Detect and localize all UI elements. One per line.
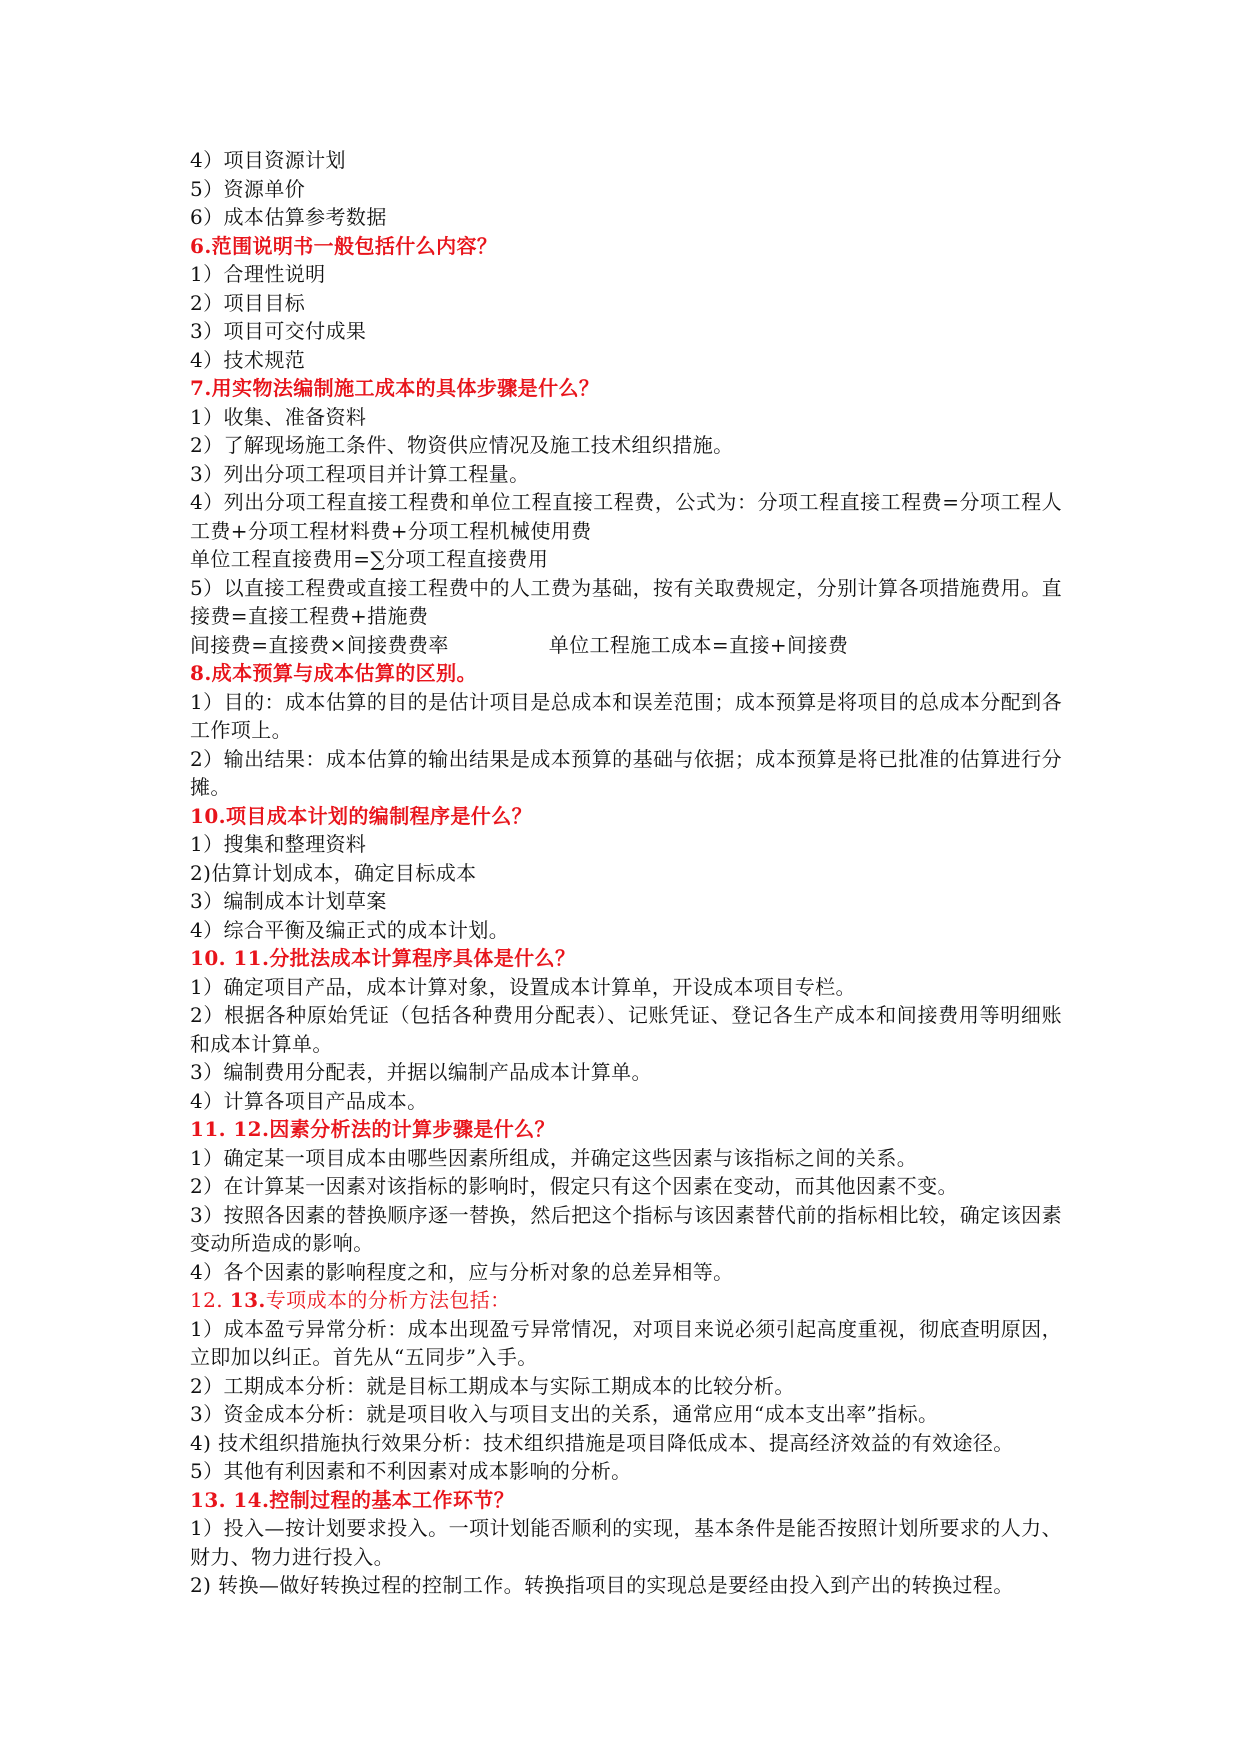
list-item: 2)估算计划成本，确定目标成本 — [190, 860, 477, 885]
list-item: 4）列出分项工程直接工程费和单位工程直接工程费，公式为：分项工程直接工程费=分项工程人工费+分项工程材料费+分项工程机械使用费 — [190, 490, 1062, 543]
section-heading-13 — [190, 1286, 1062, 1315]
list-item: 5）其他有利因素和不利因素对成本影响的分析。 — [190, 1459, 632, 1483]
list-item: 1）确定某一项目成本由哪些因素所组成，并确定这些因素与该指标之间的关系。 — [190, 1145, 918, 1170]
section-heading-14: 13. 14.控制过程的基本工作环节？ — [190, 1487, 515, 1512]
list-item: 2）项目目标 — [190, 290, 306, 315]
list-item: 1）投入—按计划要求投入。一项计划能否顺利的实现，基本条件是能否按照计划所要求的人力、财力、物力进行投入。 — [190, 1516, 1062, 1569]
list-item: 6）成本估算参考数据 — [190, 205, 387, 229]
list-item: 4）技术规范 — [190, 347, 306, 372]
formula-line — [190, 631, 1062, 660]
document-page — [190, 146, 1062, 1600]
list-item: 2）输出结果：成本估算的输出结果是成本预算的基础与依据；成本预算是将已批准的估算进行分摊。 — [190, 746, 1062, 799]
heading-text: 专项成本的分析方法包括： — [265, 1288, 511, 1312]
list-item: 2) 转换—做好转换过程的控制工作。转换指项目的实现总是要经由投入到产出的转换过程。 — [190, 1573, 1014, 1597]
list-item: 4）项目资源计划 — [190, 148, 346, 172]
section-heading-7: 7.用实物法编制施工成本的具体步骤是什么？ — [190, 376, 600, 400]
list-item: 5）以直接工程费或直接工程费中的人工费为基础，按有关取费规定，分别计算各项措施费用。直接费=直接工程费+措施费 — [190, 575, 1062, 628]
section-heading-12: 11. 12.因素分析法的计算步骤是什么？ — [190, 1117, 555, 1141]
list-item: 1）收集、准备资料 — [190, 404, 367, 429]
list-item: 2）在计算某一因素对该指标的影响时，假定只有这个因素在变动，而其他因素不变。 — [190, 1174, 958, 1198]
section-heading-11: 10. 11.分批法成本计算程序具体是什么？ — [190, 946, 576, 970]
list-item: 3）编制费用分配表，并据以编制产品成本计算单。 — [190, 1060, 652, 1084]
list-item: 3）按照各因素的替换顺序逐一替换，然后把这个指标与该因素替代前的指标相比较，确定该因素变动所造成的影响。 — [190, 1202, 1062, 1255]
list-item: 1）搜集和整理资料 — [190, 832, 367, 856]
list-item: 4）综合平衡及编正式的成本计划。 — [190, 917, 510, 942]
formula-unit-cost: 单位工程施工成本=直接+间接费 — [548, 632, 849, 657]
list-item: 3）资金成本分析：就是项目收入与项目支出的关系，通常应用“成本支出率”指标。 — [190, 1402, 939, 1426]
list-item: 2）根据各种原始凭证（包括各种费用分配表）、记账凭证、登记各生产成本和间接费用等明细账和成本计算单。 — [190, 1003, 1062, 1056]
list-item: 2）工期成本分析：就是目标工期成本与实际工期成本的比较分析。 — [190, 1373, 795, 1398]
formula-indirect-cost: 间接费=直接费×间接费费率 — [190, 632, 449, 657]
formula-line: 单位工程直接费用=∑分项工程直接费用 — [190, 547, 549, 571]
list-item: 1）目的：成本估算的目的是估计项目是总成本和误差范围；成本预算是将项目的总成本分配到各工作项上。 — [190, 689, 1062, 742]
list-item: 3）编制成本计划草案 — [190, 889, 387, 913]
heading-number: 13. — [229, 1288, 266, 1312]
list-item: 4) 技术组织措施执行效果分析：技术组织措施是项目降低成本、提高经济效益的有效途径。 — [190, 1430, 1014, 1455]
list-item: 5）资源单价 — [190, 176, 306, 201]
section-heading-10: 10.项目成本计划的编制程序是什么？ — [190, 803, 532, 828]
list-item: 4）各个因素的影响程度之和，应与分析对象的总差异相等。 — [190, 1259, 734, 1284]
section-heading-6: 6.范围说明书一般包括什么内容？ — [190, 233, 498, 258]
heading-number-old: 12. — [190, 1288, 230, 1312]
list-item: 4）计算各项目产品成本。 — [190, 1088, 428, 1113]
list-item: 3）项目可交付成果 — [190, 319, 367, 343]
list-item: 3）列出分项工程项目并计算工程量。 — [190, 461, 530, 486]
list-item: 1）成本盈亏异常分析：成本出现盈亏异常情况，对项目来说必须引起高度重视，彻底查明原因，立即加以纠正。首先从“五同步”入手。 — [190, 1316, 1062, 1369]
list-item: 2）了解现场施工条件、物资供应情况及施工技术组织措施。 — [190, 433, 734, 457]
section-heading-8: 8.成本预算与成本估算的区别。 — [190, 661, 477, 685]
list-item: 1）确定项目产品，成本计算对象，设置成本计算单，开设成本项目专栏。 — [190, 974, 856, 999]
list-item: 1）合理性说明 — [190, 262, 326, 286]
